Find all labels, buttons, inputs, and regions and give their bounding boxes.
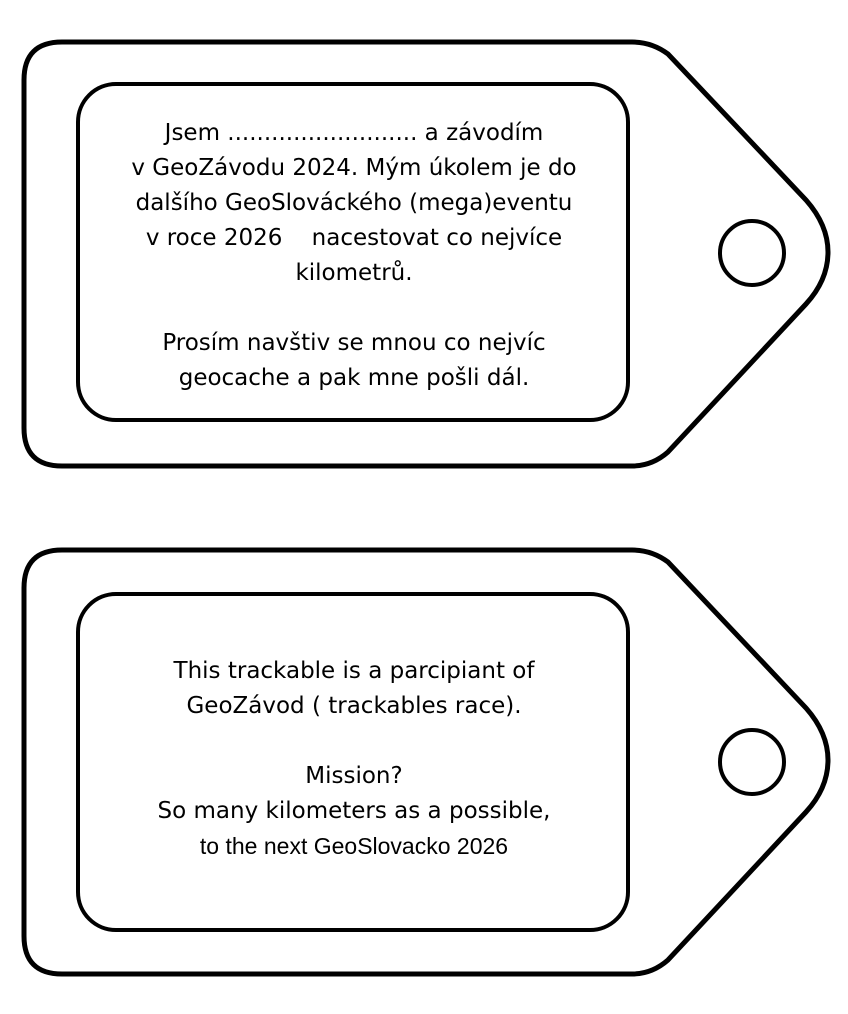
czech-line-7: geocache a pak mne pošli dál. bbox=[178, 365, 530, 391]
luggage-tag-czech bbox=[0, 0, 848, 480]
english-line-2: GeoZávod ( trackables race). bbox=[186, 693, 522, 719]
english-line-1: This trackable is a parcipiant of bbox=[173, 658, 535, 684]
luggage-tag-english bbox=[0, 508, 848, 988]
tag-hole-icon bbox=[720, 730, 784, 794]
czech-line-6: Prosím navštiv se mnou co nejvíc bbox=[162, 330, 546, 356]
tag-hole-icon bbox=[720, 221, 784, 285]
english-line-5: to the next GeoSlovacko 2026 bbox=[199, 833, 509, 859]
czech-line-2: v GeoZávodu 2024. Mým úkolem je do bbox=[131, 155, 577, 181]
czech-line-1: Jsem .......................... a závodím bbox=[164, 120, 544, 146]
paragraph-gap bbox=[80, 724, 628, 759]
paragraph-gap bbox=[80, 291, 628, 326]
czech-line-3: dalšího GeoSlováckého (mega)eventu bbox=[135, 190, 573, 216]
english-line-4: So many kilometers as a possible, bbox=[157, 798, 551, 824]
tag-english-text bbox=[80, 654, 628, 864]
english-line-3: Mission? bbox=[305, 763, 403, 789]
tag-czech-text bbox=[80, 116, 628, 396]
czech-line-5: kilometrů. bbox=[295, 260, 413, 286]
czech-line-4: v roce 2026 nacestovat co nejvíce bbox=[145, 225, 563, 251]
